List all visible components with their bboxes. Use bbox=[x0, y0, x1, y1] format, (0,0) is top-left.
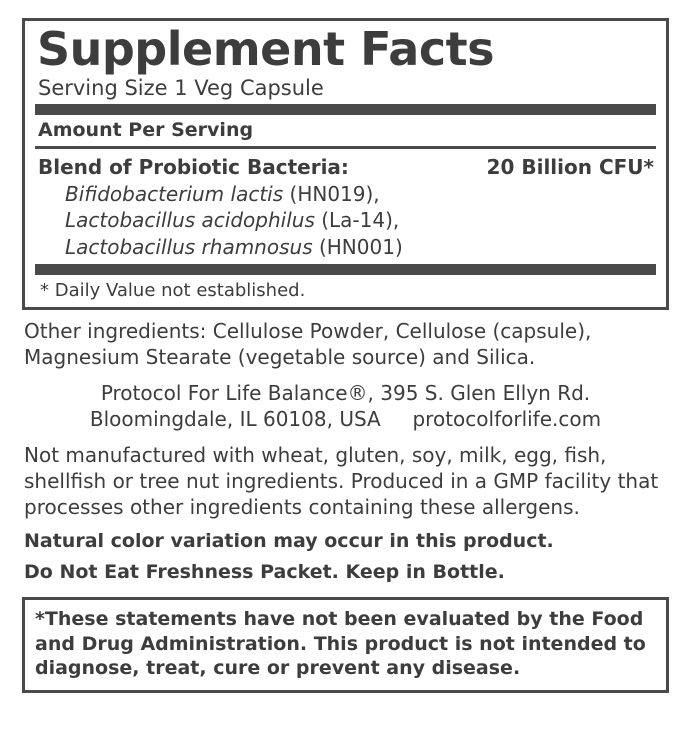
strain-list bbox=[65, 181, 656, 260]
other-ingredients: Other ingredients: Cellulose Powder, Cellulose (capsule), Magnesium Stearate (vegetable source) and Silica. bbox=[24, 318, 592, 369]
strain-item bbox=[65, 207, 656, 233]
strain-species: Lactobacillus acidophilus bbox=[65, 208, 315, 233]
divider-thin bbox=[35, 146, 656, 149]
divider-thick-top bbox=[35, 104, 656, 115]
blend-label: Blend of Probiotic Bacteria: bbox=[38, 154, 349, 179]
panel-title: Supplement Facts bbox=[37, 22, 494, 76]
blend-amount: 20 Billion CFU* bbox=[486, 154, 654, 179]
strain-code: (HN019), bbox=[289, 181, 380, 206]
fda-disclaimer: *These statements have not been evaluated by the Food and Drug Administration. This product is not intended to diagnose, treat, cure or prevent any disease. bbox=[22, 597, 669, 693]
address-line-2: Bloomingdale, IL 60108, USA protocolforlife.com bbox=[89, 407, 602, 432]
address-line-1: Protocol For Life Balance®, 395 S. Glen Ellyn Rd. bbox=[100, 381, 591, 406]
strain-species: Bifidobacterium lactis bbox=[65, 181, 284, 206]
strain-item bbox=[65, 234, 656, 260]
strain-code: (La-14), bbox=[321, 208, 400, 233]
serving-size: Serving Size 1 Veg Capsule bbox=[38, 75, 324, 100]
strain-species: Lactobacillus rhamnosus bbox=[65, 234, 313, 259]
divider-thick-bottom bbox=[35, 264, 656, 275]
allergen-statement: Not manufactured with wheat, gluten, soy, milk, egg, fish, shellfish or tree nut ingredients. Produced in a GMP facility that processes other ingredients containing these allergens. bbox=[24, 443, 659, 520]
manufacturer-address bbox=[22, 380, 669, 432]
supplement-facts-panel bbox=[22, 18, 669, 310]
strain-item bbox=[65, 181, 656, 207]
strain-code: (HN001) bbox=[318, 234, 403, 259]
daily-value-footnote: * Daily Value not established. bbox=[40, 279, 306, 301]
blend-row bbox=[38, 155, 654, 179]
supplement-facts-label bbox=[0, 18, 691, 748]
freshness-packet-warning: Do Not Eat Freshness Packet. Keep in Bottle. bbox=[24, 561, 505, 584]
natural-color-statement: Natural color variation may occur in this product. bbox=[24, 530, 554, 553]
amount-per-serving-header: Amount Per Serving bbox=[38, 118, 254, 141]
